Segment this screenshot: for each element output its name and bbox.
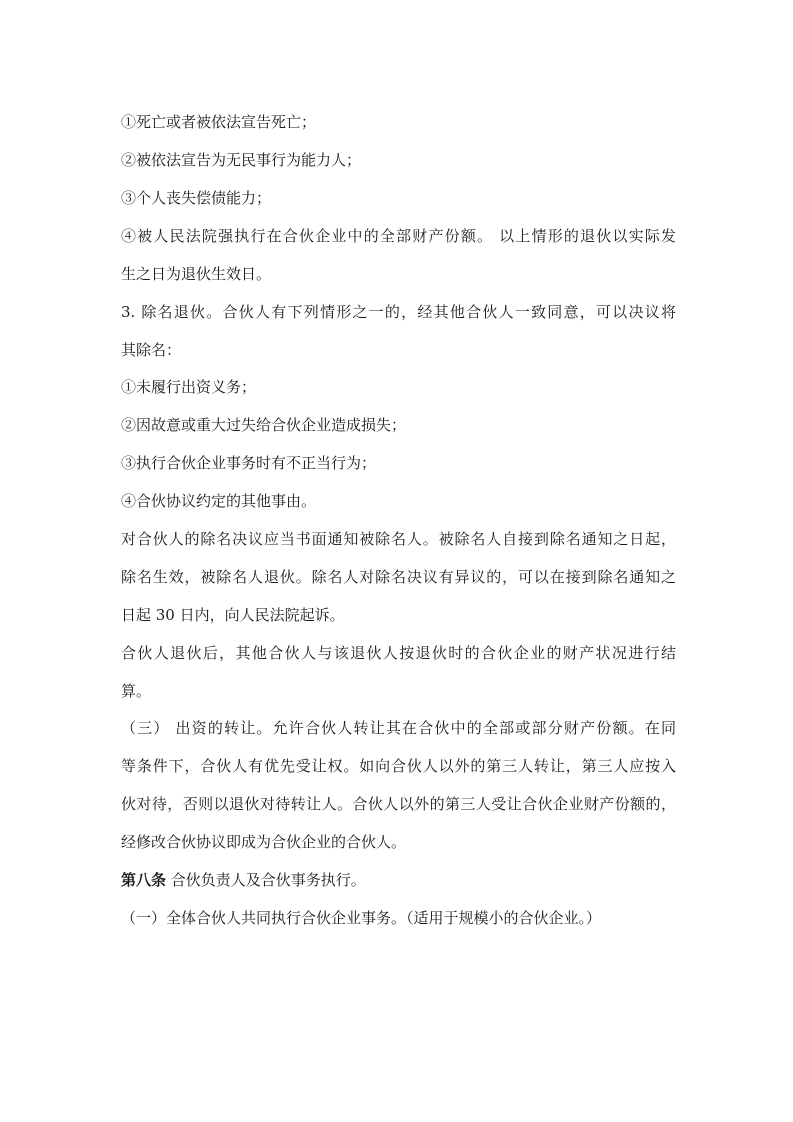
paragraph-line: ④合伙协议约定的其他事由。 bbox=[121, 492, 317, 510]
paragraph-line: 其除名： bbox=[121, 341, 182, 359]
article-title: 合伙负责人及合伙事务执行。 bbox=[166, 871, 366, 889]
paragraph-line: 算。 bbox=[121, 682, 152, 700]
paragraph-line: （一）全体合伙人共同执行合伙企业事务。（适用于规模小的合伙企业。） bbox=[121, 909, 602, 927]
paragraph-line: 对合伙人的除名决议应当书面通知被除名人。被除名人自接到除名通知之日起， bbox=[121, 530, 676, 548]
paragraph-line: ③个人丧失偿债能力； bbox=[121, 189, 272, 207]
paragraph-line: 伙对待，否则以退伙对待转让人。合伙人以外的第三人受让合伙企业财产份额的， bbox=[121, 795, 676, 813]
paragraph-line: ①未履行出资义务； bbox=[121, 378, 257, 396]
article-heading-line bbox=[121, 870, 366, 890]
paragraph-line: ②被依法宣告为无民事行为能力人； bbox=[121, 151, 362, 169]
paragraph-line: 生之日为退伙生效日。 bbox=[121, 265, 272, 283]
article-number: 第八条 bbox=[121, 871, 167, 889]
paragraph-line: ②因故意或重大过失给合伙企业造成损失； bbox=[121, 416, 407, 434]
paragraph-line: 合伙人退伙后，其他合伙人与该退伙人按退伙时的合伙企业的财产状况进行结 bbox=[121, 644, 676, 662]
paragraph-line: （三） 出资的转让。允许合伙人转让其在合伙中的全部或部分财产份额。在同 bbox=[121, 719, 676, 737]
paragraph-line: ①死亡或者被依法宣告死亡； bbox=[121, 113, 317, 131]
paragraph-line: 经修改合伙协议即成为合伙企业的合伙人。 bbox=[121, 833, 407, 851]
paragraph-line: 除名生效，被除名人退伙。除名人对除名决议有异议的，可以在接到除名通知之 bbox=[121, 568, 676, 586]
paragraph-line: ④被人民法院强执行在合伙企业中的全部财产份额。 以上情形的退伙以实际发 bbox=[121, 227, 676, 245]
paragraph-line: 等条件下，合伙人有优先受让权。如向合伙人以外的第三人转让，第三人应按入 bbox=[121, 757, 676, 775]
paragraph-line: ③执行合伙企业事务时有不正当行为； bbox=[121, 454, 377, 472]
paragraph-line: 日起 30 日内，向人民法院起诉。 bbox=[121, 606, 345, 624]
paragraph-line: 3. 除名退伙。合伙人有下列情形之一的，经其他合伙人一致同意，可以决议将 bbox=[121, 303, 676, 321]
